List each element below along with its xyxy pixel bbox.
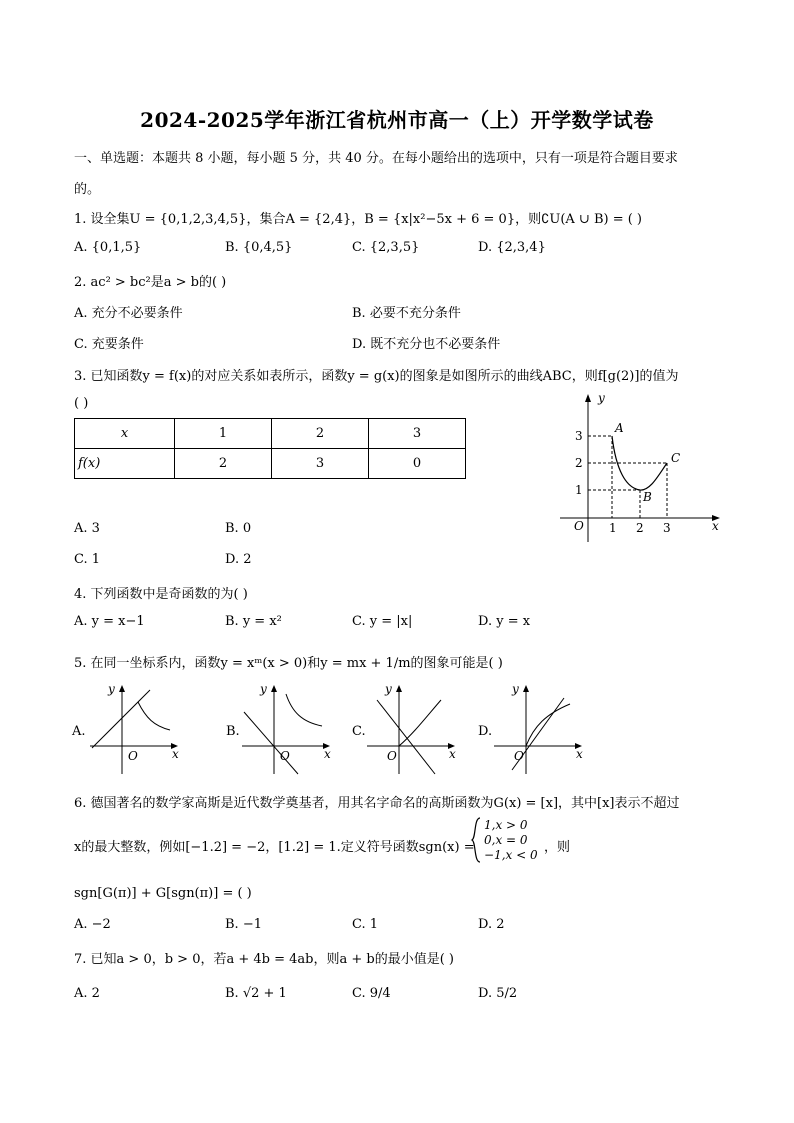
q1-option-a: A. {0,1,5}	[74, 240, 142, 255]
page-title: 2024-2025学年浙江省杭州市高一（上）开学数学试卷	[140, 108, 654, 132]
q3-option-d: D. 2	[225, 552, 252, 567]
q5-graph-b	[240, 682, 340, 777]
q3-option-a: A. 3	[74, 521, 100, 536]
origin-label: O	[387, 749, 397, 763]
q5-stem: 5. 在同一坐标系内，函数y = xᵐ(x > 0)和y = mx + 1/m的图象可能是( )	[74, 656, 503, 671]
q3-graph	[550, 390, 730, 550]
x-label: x	[576, 747, 583, 761]
q5-graph-c	[365, 682, 465, 777]
table-cell: 2	[175, 449, 272, 479]
section-heading-cont: 的。	[74, 182, 101, 197]
table-cell: 2	[272, 419, 369, 449]
y-axis-arrow	[585, 394, 591, 402]
x-label: x	[324, 747, 331, 761]
q6-case-1: 1,x > 0	[484, 818, 528, 832]
q5-option-a: A.	[72, 724, 86, 739]
q7-stem: 7. 已知a > 0，b > 0，若a + 4b = 4ab，则a + b的最小值是( )	[74, 952, 454, 967]
q3-option-c: C. 1	[74, 552, 101, 567]
x-tick: 3	[663, 521, 671, 535]
y-tick: 1	[575, 483, 583, 497]
origin-label: O	[128, 749, 138, 763]
q7-option-b: B. √2 + 1	[225, 986, 287, 1001]
q5-graph-a	[88, 682, 188, 777]
q2-stem: 2. ac² > bc²是a > b的( )	[74, 275, 227, 290]
table-cell: 0	[369, 449, 466, 479]
power-curve	[526, 704, 570, 746]
point-label-b: B	[643, 490, 652, 504]
x-label: x	[712, 519, 719, 533]
y-tick: 3	[575, 429, 583, 443]
q4-option-b: B. y = x²	[225, 614, 282, 629]
q1-option-d: D. {2,3,4}	[478, 240, 546, 255]
q5-graph-d	[492, 682, 592, 777]
q6-option-a: A. −2	[74, 917, 111, 932]
table-cell: 3	[369, 419, 466, 449]
x-tick: 1	[609, 521, 617, 535]
q5-option-b: B.	[226, 724, 240, 739]
y-label: y	[512, 682, 519, 696]
q4-option-a: A. y = x−1	[74, 614, 145, 629]
q1-option-b: B. {0,4,5}	[225, 240, 293, 255]
x-label: x	[449, 747, 456, 761]
power-curve	[286, 694, 322, 726]
line-graph	[377, 700, 435, 774]
point-label-c: C	[671, 451, 681, 465]
q6-option-c: C. 1	[352, 917, 379, 932]
q2-option-a: A. 充分不必要条件	[74, 306, 183, 321]
q1-option-c: C. {2,3,5}	[352, 240, 420, 255]
q4-option-d: D. y = x	[478, 614, 531, 629]
q6-option-d: D. 2	[478, 917, 505, 932]
power-curve	[399, 700, 441, 746]
q6-brace	[470, 816, 482, 864]
q5-option-c: C.	[352, 724, 366, 739]
q2-option-b: B. 必要不充分条件	[352, 306, 461, 321]
x-tick: 2	[636, 521, 644, 535]
q7-option-c: C. 9/4	[352, 986, 391, 1001]
y-label: y	[598, 391, 605, 405]
q5-option-d: D.	[478, 724, 493, 739]
y-label: y	[108, 682, 115, 696]
q6-option-b: B. −1	[225, 917, 262, 932]
q1-stem: 1. 设全集U = {0,1,2,3,4,5}，集合A = {2,4}，B = {x|x²−5x + 6 = 0}，则∁U(A ∪ B) = ( )	[74, 212, 643, 227]
q4-stem: 4. 下列函数中是奇函数的为( )	[74, 587, 248, 602]
q7-option-d: D. 5/2	[478, 986, 518, 1001]
table-row	[75, 449, 466, 479]
q6-case-3: −1,x < 0	[484, 848, 538, 862]
q3-table	[74, 418, 466, 479]
table-cell: 3	[272, 449, 369, 479]
q2-option-d: D. 既不充分也不必要条件	[352, 337, 501, 352]
origin-label: O	[280, 749, 290, 763]
table-row	[75, 419, 466, 449]
q7-option-a: A. 2	[74, 986, 100, 1001]
table-cell: x	[75, 419, 175, 449]
x-label: x	[172, 747, 179, 761]
section-heading: 一、单选题：本题共 8 小题，每小题 5 分，共 40 分。在每小题给出的选项中，只有一项是符合题目要求	[74, 151, 678, 166]
q2-option-c: C. 充要条件	[74, 337, 144, 352]
table-cell: f(x)	[75, 449, 175, 479]
q3-stem-cont: ( )	[74, 396, 89, 411]
q6-case-2: 0,x = 0	[484, 833, 528, 847]
table-cell: 1	[175, 419, 272, 449]
y-tick: 2	[575, 456, 583, 470]
y-label: y	[385, 682, 392, 696]
q6-stem-3: sgn[G(π)] + G[sgn(π)] = ( )	[74, 886, 252, 901]
q4-option-c: C. y = |x|	[352, 614, 413, 629]
power-curve	[138, 702, 170, 730]
q6-stem-tail: ，则	[544, 840, 571, 855]
q3-stem: 3. 已知函数y = f(x)的对应关系如表所示，函数y = g(x)的图象是如图所示的曲线ABC，则f[g(2)]的值为	[74, 369, 679, 384]
q6-stem-cont: x的最大整数，例如[−1.2] = −2，[1.2] = 1.定义符号函数sgn(x) =	[74, 840, 475, 855]
origin-label: O	[574, 519, 584, 533]
line-graph	[244, 712, 298, 774]
q3-option-b: B. 0	[225, 521, 252, 536]
y-label: y	[260, 682, 267, 696]
line-graph	[92, 690, 150, 748]
origin-label: O	[514, 749, 524, 763]
point-label-a: A	[615, 421, 624, 435]
q6-stem: 6. 德国著名的数学家高斯是近代数学奠基者，用其名字命名的高斯函数为G(x) = [x]，其中[x]表示不超过	[74, 796, 680, 811]
